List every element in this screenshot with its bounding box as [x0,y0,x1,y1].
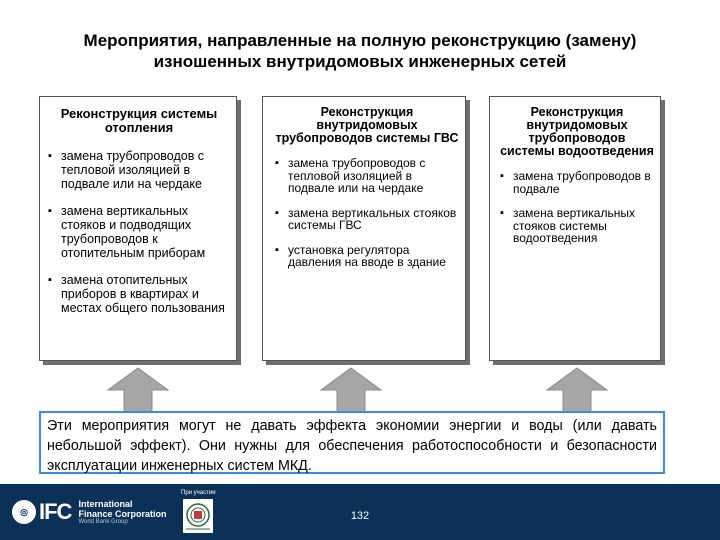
summary-note: Эти мероприятия могут не давать эффекта экономии энергии и воды (или давать небольшой эффект). Они нужны для обеспечения работоспособности и безопасности эксплуатации инженерных систем МКД. [39,411,665,474]
up-arrow-icon [545,366,609,412]
list-item: ▪ замена трубопроводов с тепловой изоляцией в подвале или на чердаке [48,149,230,191]
globe-icon: ◎ [12,500,36,524]
drainage-reconstruction-box [489,96,661,361]
up-arrow-icon [106,366,170,412]
partner-label: При участии [181,490,216,496]
list-item: ▪ замена вертикальных стояков системы ГВС [275,207,459,232]
slide-title [20,30,700,72]
box-heading: Реконструкция внутридомовых трубопроводов системы водоотведения [500,105,654,158]
title-line-2: изношенных внутридомовых инженерных сетей [153,52,567,71]
partner-emblem-icon [183,499,213,533]
org-name: International Finance Corporation World Bank Group [78,498,167,525]
list-item: ▪ замена трубопроводов с тепловой изоляцией в подвале или на чердаке [275,157,459,195]
bullet-list [48,149,230,315]
hot-water-reconstruction-box [262,96,466,361]
title-line-1: Мероприятия, направленные на полную реконструкцию (замену) [83,31,637,50]
list-item: ▪ замена вертикальных стояков системы водоотведения [500,207,654,245]
ifc-logo-text: IFC [39,499,72,524]
ifc-logo [12,498,166,526]
list-item: ▪ установка регулятора давления на вводе в здание [275,244,459,269]
footer-bar [0,484,720,540]
box-heading: Реконструкция внутридомовых трубопроводов системы ГВС [275,105,459,145]
heating-reconstruction-box [39,96,237,361]
page-number: 132 [350,510,370,522]
list-item: ▪ замена вертикальных стояков и подводящих трубопроводов к отопительным приборам [48,204,230,260]
bullet-list [275,157,459,269]
box-heading: Реконструкция системы отопления [60,106,218,135]
list-item: ▪ замена отопительных приборов в квартирах и местах общего пользования [48,273,230,315]
up-arrow-icon [319,366,383,412]
bullet-list [500,170,654,245]
list-item: ▪ замена трубопроводов в подвале [500,170,654,195]
